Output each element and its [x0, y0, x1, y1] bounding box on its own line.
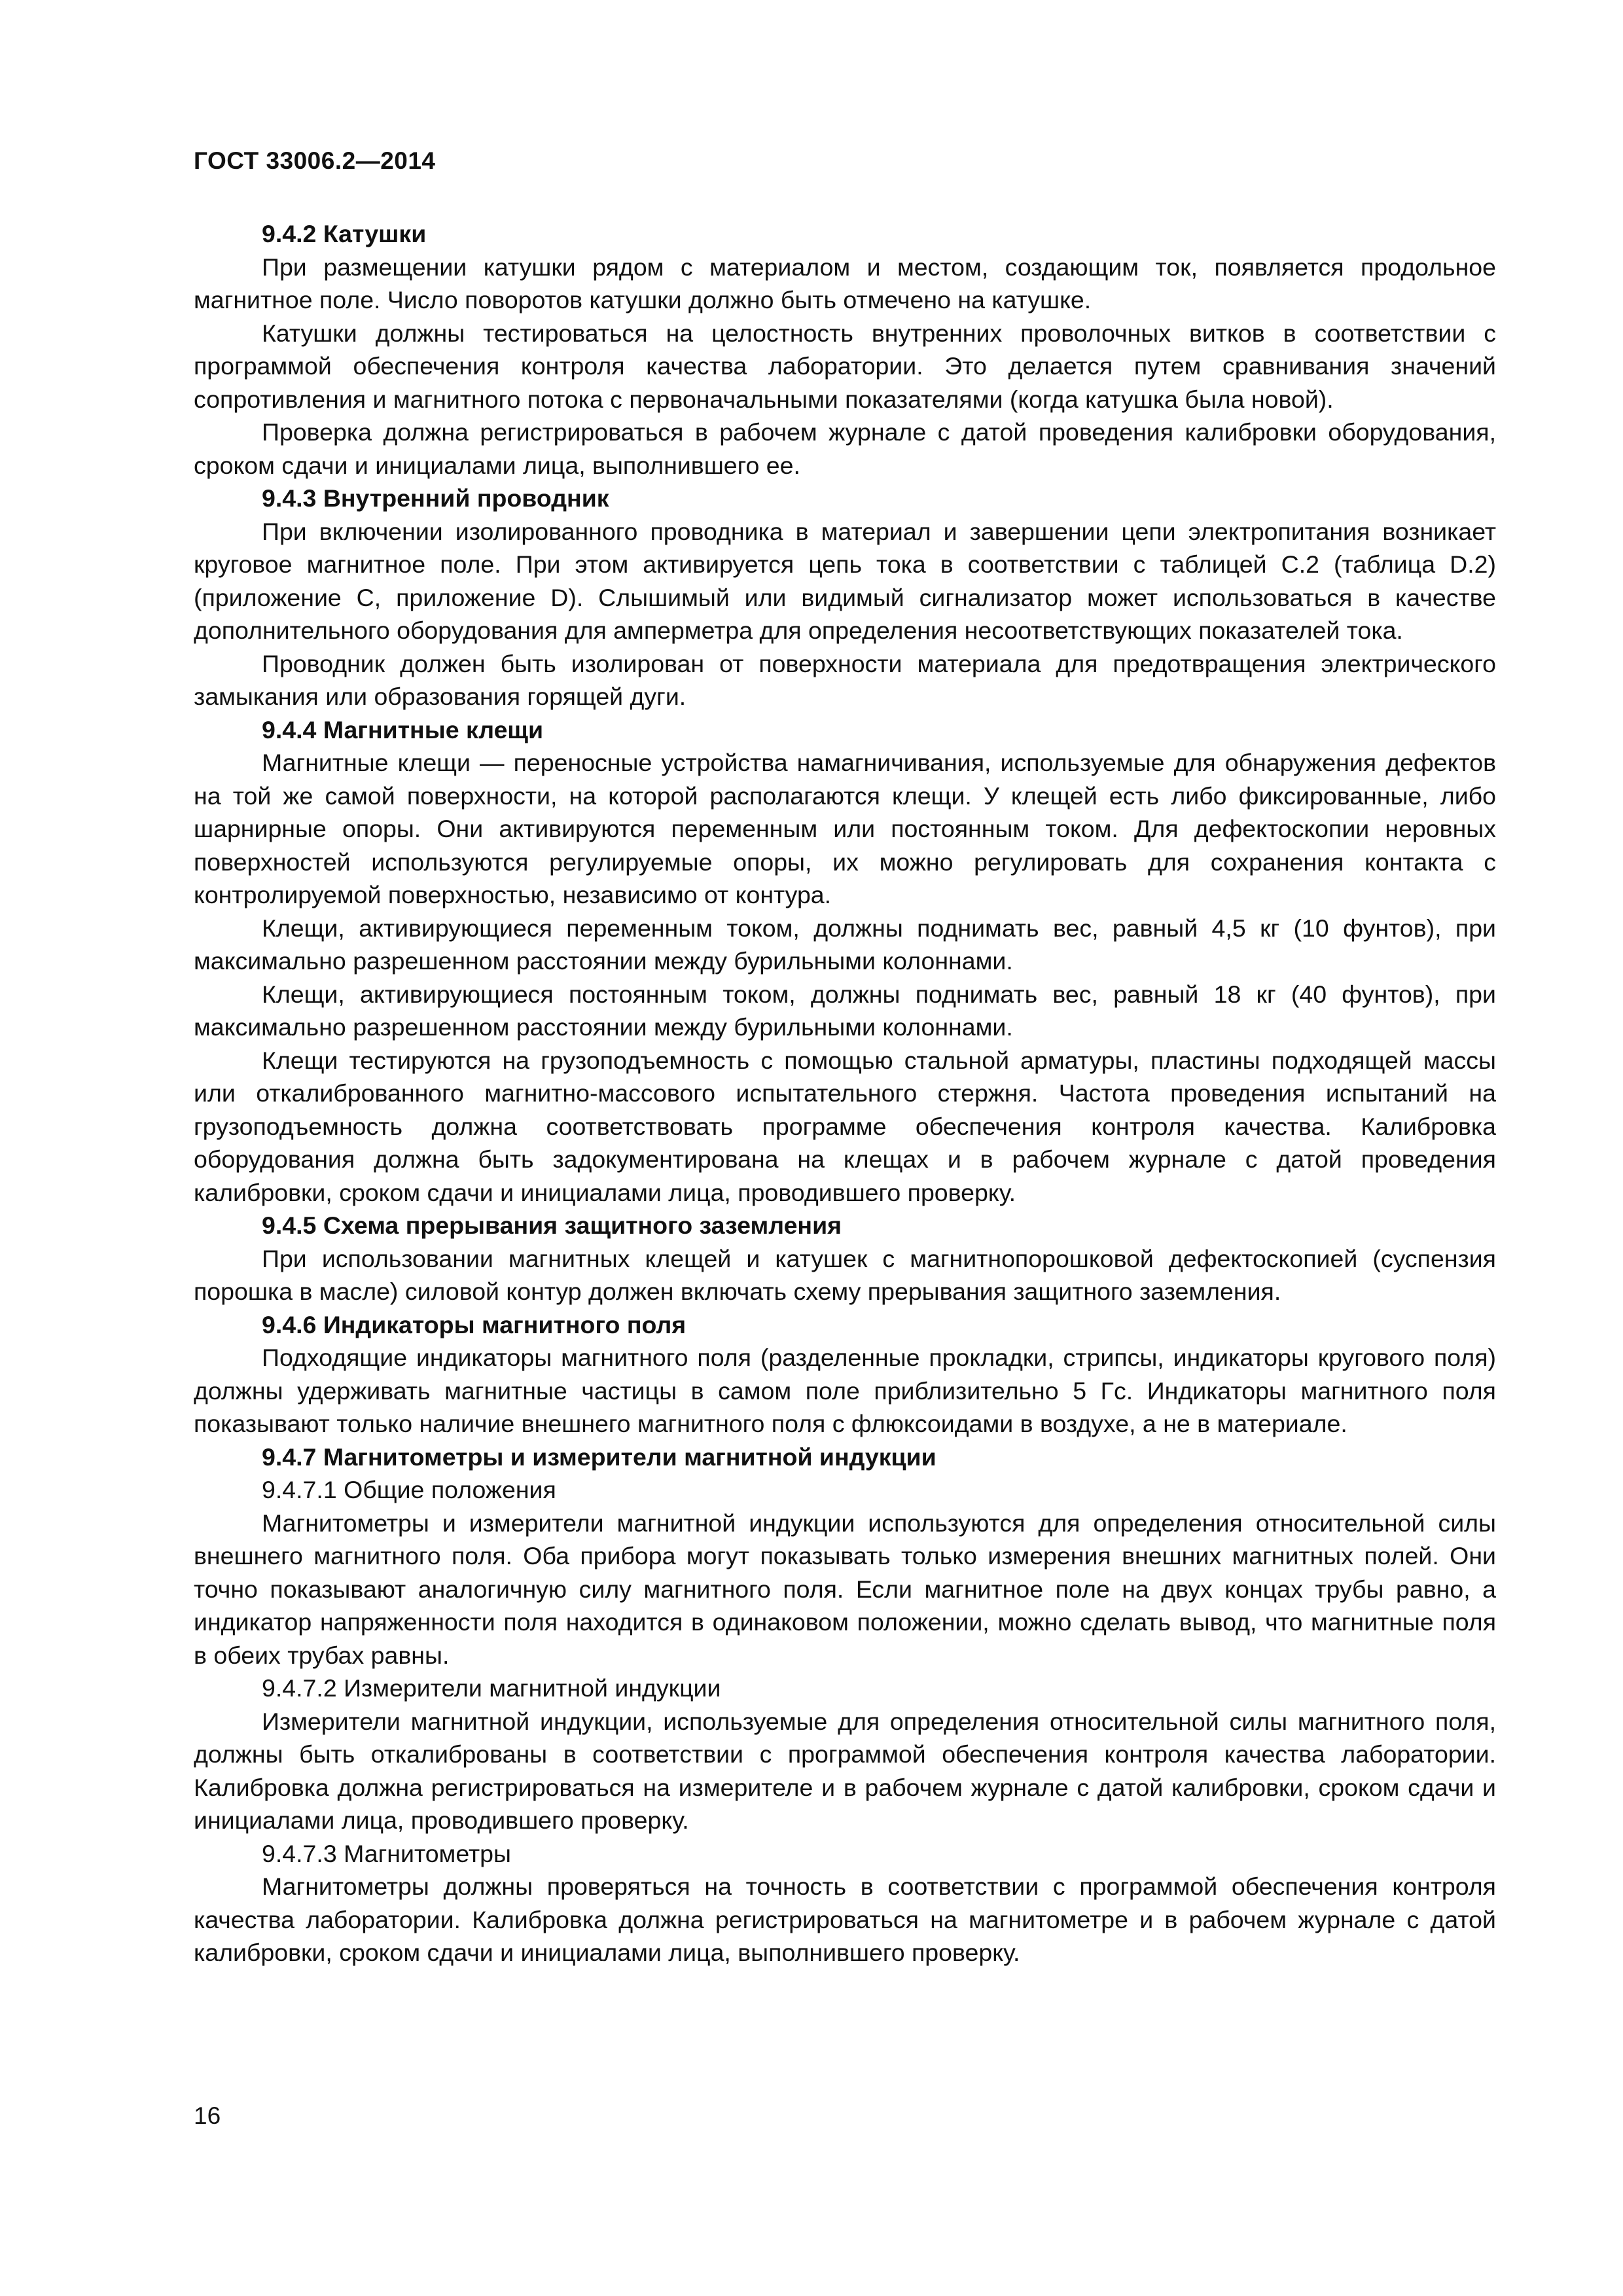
section-heading: 9.4.6 Индикаторы магнитного поля — [262, 1310, 687, 1338]
document-code: ГОСТ 33006.2—2014 — [194, 147, 436, 174]
paragraph: При размещении катушки рядом с материалом и местом, создающим ток, появляется продольное магнитное поле. Число поворотов катушки должно быть отмечено на катушке. — [194, 253, 1496, 314]
paragraph: Подходящие индикаторы магнитного поля (разделенные прокладки, стрипсы, индикаторы кругового поля) должны удерживать магнитные частицы в самом поле приблизительно 5 Гс. Индикаторы магнитного поля показывают только наличие внешнего магнитного поля с флюксоидами в воздухе, а не в материале. — [194, 1344, 1496, 1437]
section-heading: 9.4.7 Магнитометры и измерители магнитной индукции — [262, 1443, 936, 1471]
paragraph: Магнитные клещи — переносные устройства намагничивания, используемые для обнаружения дефектов на той же самой поверхности, на которой располагаются клещи. У клещей есть либо фиксированные, либо шарнирные опоры. Они активируются переменным или постоянным током. Для дефектоскопии неровных поверхностей используются регулируемые опоры, их можно регулировать для сохранения контакта с контролируемой поверхностью, независимо от контура. — [194, 749, 1496, 908]
paragraph: При использовании магнитных клещей и катушек с магнитнопорошковой дефектоскопией (суспензия порошка в масле) силовой контур должен включать схему прерывания защитного заземления. — [194, 1244, 1496, 1305]
section-heading: 9.4.2 Катушки — [262, 220, 427, 247]
paragraph: Измерители магнитной индукции, используемые для определения относительной силы магнитного поля, должны быть откалиброваны в соответствии с программой обеспечения контроля качества лаборатории. Калибровка должна регистрироваться на измерителе и в рабочем журнале с датой калибровки, сроком сдачи и инициалами лица, проводившего проверку. — [194, 1707, 1496, 1834]
section-heading: 9.4.4 Магнитные клещи — [262, 715, 544, 744]
paragraph: Клещи, активирующиеся постоянным током, должны поднимать вес, равный 18 кг (40 фунтов), при максимально разрешенном расстоянии между бурильными колоннами. — [194, 980, 1496, 1041]
paragraph: Магнитометры должны проверяться на точность в соответствии с программой обеспечения контроля качества лаборатории. Калибровка должна регистрироваться на магнитометре и в рабочем журнале с датой калибровки, сроком сдачи и инициалами лица, выполнившего проверку. — [194, 1873, 1496, 1966]
subsection-title: 9.4.7.1 Общие положения — [262, 1476, 556, 1503]
section-heading: 9.4.5 Схема прерывания защитного заземления — [262, 1211, 842, 1239]
paragraph: Клещи, активирующиеся переменным током, должны поднимать вес, равный 4,5 кг (10 фунтов), при максимально разрешенном расстоянии между бурильными колоннами. — [194, 914, 1496, 975]
section-heading: 9.4.3 Внутренний проводник — [262, 484, 609, 512]
paragraph: Катушки должны тестироваться на целостность внутренних проволочных витков в соответствии с программой обеспечения контроля качества лаборатории. Это делается путем сравнивания значений сопротивления и магнитного потока с первоначальными показателями (когда катушка была новой). — [194, 319, 1496, 413]
paragraph: При включении изолированного проводника в материал и завершении цепи электропитания возникает круговое магнитное поле. При этом активируется цепь тока в соответствии с таблицей С.2 (таблица D.2) (приложение С, приложение D). Слышимый или видимый сигнализатор может использоваться в качестве дополнительного оборудования для амперметра для определения несоответствующих показателей тока. — [194, 517, 1496, 644]
paragraph: Проверка должна регистрироваться в рабочем журнале с датой проведения калибровки оборудования, сроком сдачи и инициалами лица, выполнившего ее. — [194, 418, 1496, 479]
document-body — [194, 217, 1496, 1969]
page-number: 16 — [194, 2102, 221, 2129]
paragraph: Проводник должен быть изолирован от поверхности материала для предотвращения электрического замыкания или образования горящей дуги. — [194, 649, 1496, 710]
subsection-title: 9.4.7.2 Измерители магнитной индукции — [262, 1674, 721, 1702]
paragraph: Клещи тестируются на грузоподъемность с помощью стальной арматуры, пластины подходящей массы или откалиброванного магнитно-массового испытательного стержня. Частота проведения испытаний на грузоподъемность должна соответствовать программе обеспечения контроля качества. Калибровка оборудования должна быть задокументирована на клещах и в рабочем журнале с датой проведения калибровки, сроком сдачи и инициалами лица, проводившего проверку. — [194, 1046, 1496, 1206]
subsection-title: 9.4.7.3 Магнитометры — [262, 1839, 511, 1867]
paragraph: Магнитометры и измерители магнитной индукции используются для определения относительной силы внешнего магнитного поля. Оба прибора могут показывать только измерения внешних магнитных полей. Они точно показывают аналогичную силу магнитного поля. Если магнитное поле на двух концах трубы равно, а индикатор напряженности поля находится в одинаковом положении, можно сделать вывод, что магнитные поля в обеих трубах равны. — [194, 1509, 1496, 1669]
